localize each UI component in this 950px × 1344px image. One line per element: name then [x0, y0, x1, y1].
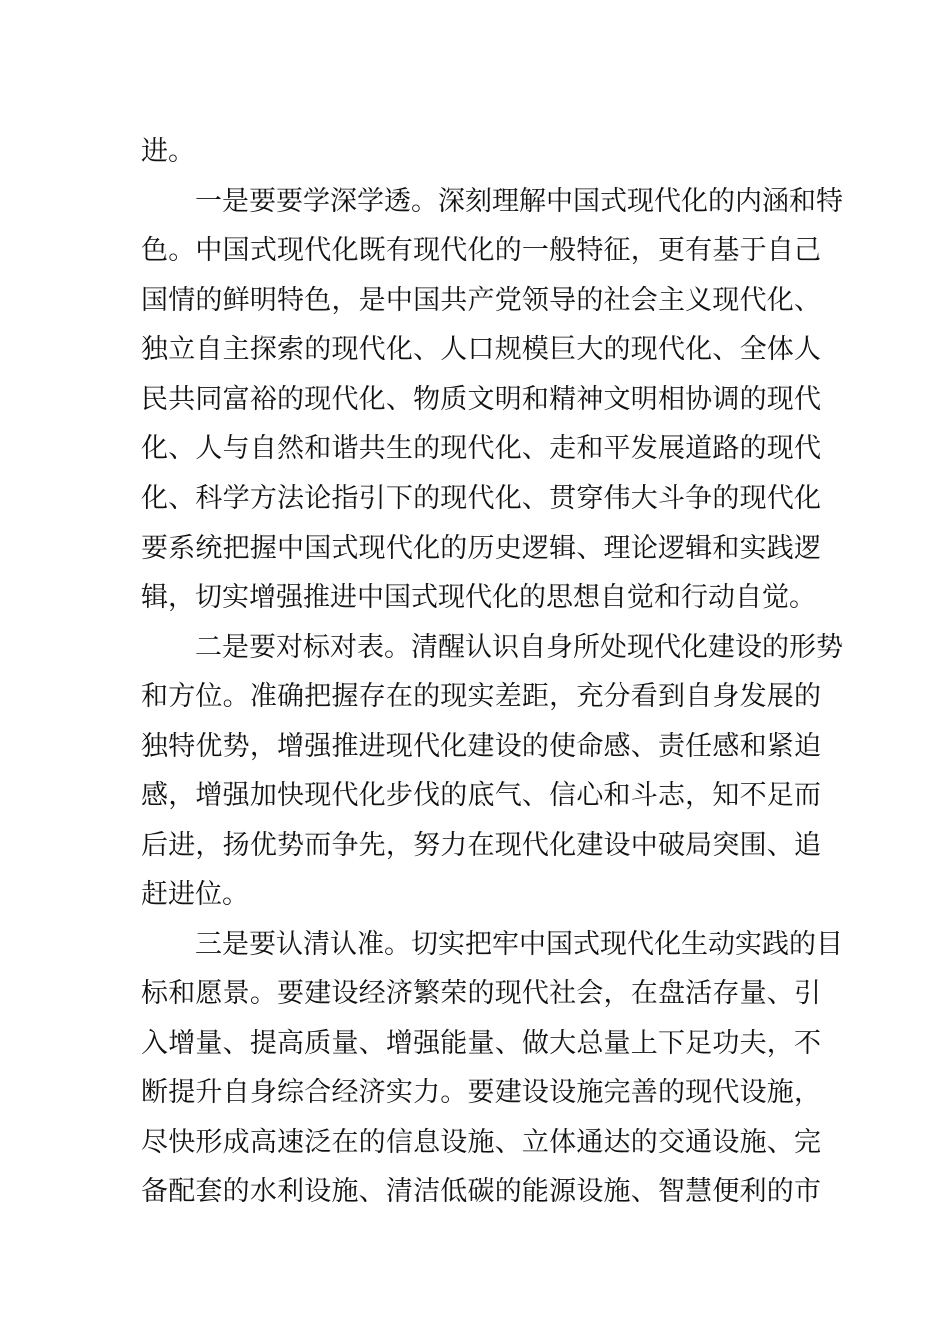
text-line: 一是要要学深学透。深刻理解中国式现代化的内涵和特 — [195, 186, 843, 217]
text-line: 化、人与自然和谐共生的现代化、走和平发展道路的现代 — [141, 433, 821, 464]
text-line: 断提升自身综合经济实力。要建设设施完善的现代设施， — [141, 1077, 821, 1108]
text-line: 独特优势，增强推进现代化建设的使命感、责任感和紧迫 — [141, 731, 821, 762]
text-line: 国情的鲜明特色，是中国共产党领导的社会主义现代化、 — [141, 285, 821, 316]
text-line: 进。 — [141, 136, 195, 167]
text-line: 感，增强加快现代化步伐的底气、信心和斗志，知不足而 — [141, 780, 821, 811]
text-line: 后进，扬优势而争先，努力在现代化建设中破局突围、追 — [141, 830, 821, 861]
text-line: 和方位。准确把握存在的现实差距，充分看到自身发展的 — [141, 681, 821, 712]
text-line: 赶进位。 — [141, 879, 249, 910]
text-line: 二是要对标对表。清醒认识自身所处现代化建设的形势 — [195, 632, 843, 663]
text-line: 三是要认清认准。切实把牢中国式现代化生动实践的目 — [195, 929, 843, 960]
text-line: 入增量、提高质量、增强能量、做大总量上下足功夫，不 — [141, 1028, 821, 1059]
text-line: 要系统把握中国式现代化的历史逻辑、理论逻辑和实践逻 — [141, 533, 821, 564]
text-line: 民共同富裕的现代化、物质文明和精神文明相协调的现代 — [141, 384, 821, 415]
text-line: 色。中国式现代化既有现代化的一般特征，更有基于自己 — [141, 235, 821, 266]
text-line: 备配套的水利设施、清洁低碳的能源设施、智慧便利的市 — [141, 1176, 821, 1207]
text-line: 化、科学方法论指引下的现代化、贯穿伟大斗争的现代化 — [141, 483, 821, 514]
text-line: 尽快形成高速泛在的信息设施、立体通达的交通设施、完 — [141, 1127, 821, 1158]
text-line: 标和愿景。要建设经济繁荣的现代社会，在盘活存量、引 — [141, 978, 821, 1009]
text-line: 辑，切实增强推进中国式现代化的思想自觉和行动自觉。 — [141, 582, 816, 613]
text-line: 独立自主探索的现代化、人口规模巨大的现代化、全体人 — [141, 334, 821, 365]
